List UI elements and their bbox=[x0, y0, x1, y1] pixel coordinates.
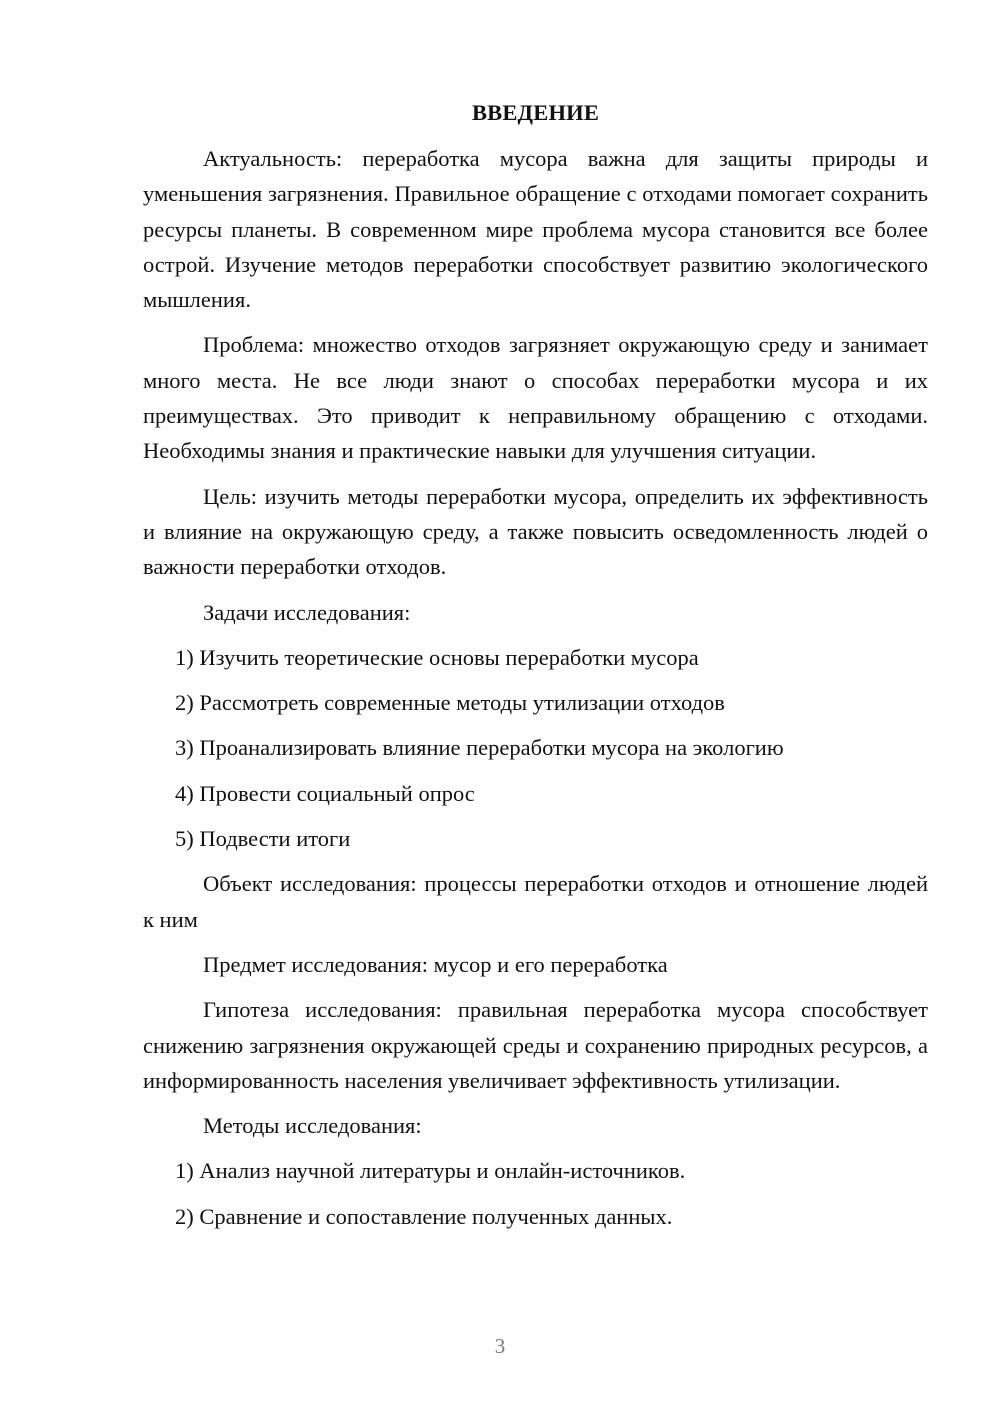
list-item: 1) Анализ научной литературы и онлайн-источников. bbox=[175, 1158, 686, 1184]
relevance-paragraph: Актуальность: переработка мусора важна для защиты природы и уменьшения загрязнения. Правильное обращение с отходами помогает сохранить ресурсы планеты. В современном мире проблема мусора становится все более острой. Изучение методов переработки способствует развитию экологического мышления. bbox=[143, 146, 928, 313]
page-number: 3 bbox=[494, 1334, 506, 1358]
document-page bbox=[143, 95, 928, 1244]
list-item: 5) Подвести итоги bbox=[175, 826, 351, 852]
list-item: 2) Рассмотреть современные методы утилизации отходов bbox=[175, 690, 725, 716]
tasks-label: Задачи исследования: bbox=[203, 599, 411, 625]
list-item: 2) Сравнение и сопоставление полученных данных. bbox=[175, 1203, 673, 1229]
list-item: 1) Изучить теоретические основы переработки мусора bbox=[175, 644, 699, 670]
tasks-list bbox=[143, 640, 928, 856]
hypothesis-paragraph: Гипотеза исследования: правильная переработка мусора способствует снижению загрязнения окружающей среды и сохранению природных ресурсов, а информированность населения увеличивает эффективность утилизации. bbox=[143, 997, 928, 1093]
methods-label: Методы исследования: bbox=[203, 1113, 422, 1139]
object-paragraph: Объект исследования: процессы переработки отходов и отношение людей к ним bbox=[143, 871, 928, 932]
methods-list bbox=[143, 1153, 928, 1234]
page-title: ВВЕДЕНИЕ bbox=[471, 100, 600, 125]
list-item: 3) Проанализировать влияние переработки мусора на экологию bbox=[175, 735, 784, 761]
problem-paragraph: Проблема: множество отходов загрязняет окружающую среду и занимает много места. Не все люди знают о способах переработки мусора и их преимуществах. Это приводит к неправильному обращению с отходами. Необходимы знания и практические навыки для улучшения ситуации. bbox=[143, 332, 928, 464]
list-item: 4) Провести социальный опрос bbox=[175, 780, 475, 806]
subject-paragraph: Предмет исследования: мусор и его переработка bbox=[203, 951, 668, 977]
goal-paragraph: Цель: изучить методы переработки мусора, определить их эффективность и влияние на окружающую среду, а также повысить осведомленность людей о важности переработки отходов. bbox=[143, 483, 928, 580]
